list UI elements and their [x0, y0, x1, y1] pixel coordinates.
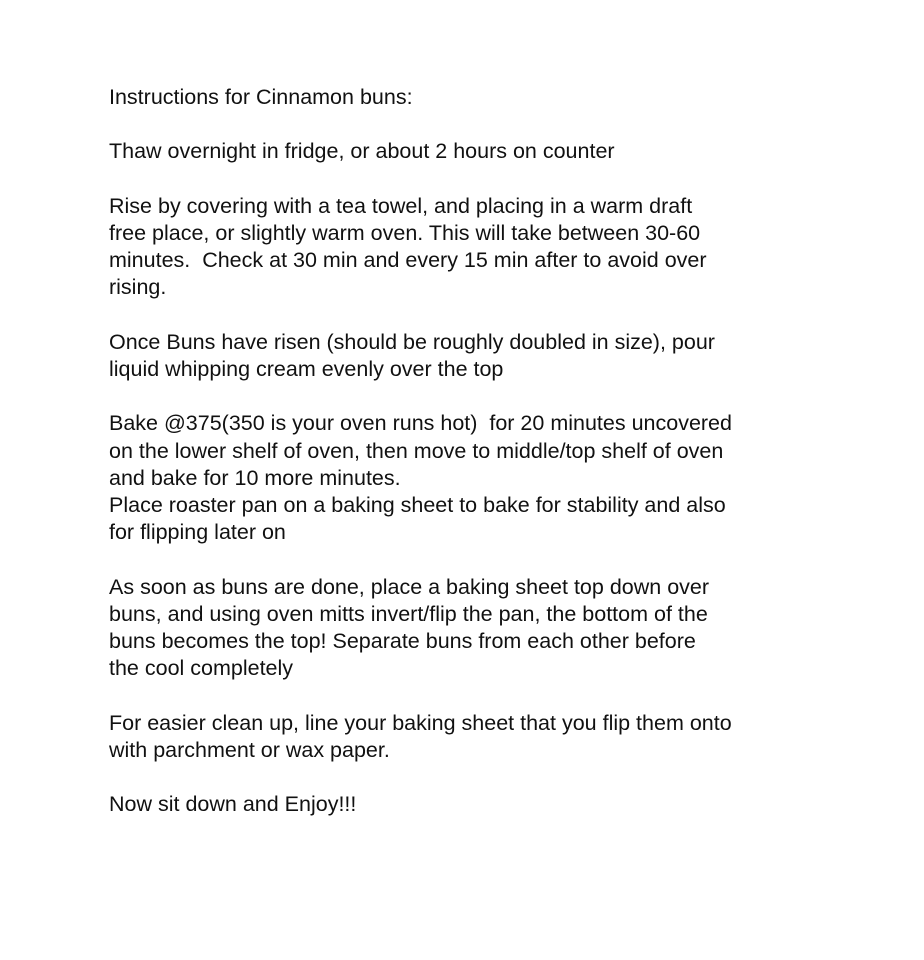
recipe-instructions	[109, 84, 909, 818]
text-line: free place, or slightly warm oven. This will take between 30-60	[109, 220, 701, 245]
text-line: As soon as buns are done, place a baking sheet top down over	[109, 574, 710, 599]
text-line: Bake @375(350 is your oven runs hot) for 20 minutes uncovered	[109, 411, 732, 436]
paragraph-thaw	[109, 138, 909, 165]
document-title	[109, 84, 909, 111]
text-line: the cool completely	[109, 656, 294, 681]
paragraph-cream	[109, 329, 909, 383]
text-line: buns, and using oven mitts invert/flip the pan, the bottom of the	[109, 601, 708, 626]
text-line: For easier clean up, line your baking sheet that you flip them onto	[109, 710, 732, 735]
text-line: Rise by covering with a tea towel, and placing in a warm draft	[109, 193, 693, 218]
paragraph-bake	[109, 410, 909, 546]
paragraph-cleanup	[109, 710, 909, 764]
text-line: Once Buns have risen (should be roughly doubled in size), pour	[109, 329, 715, 354]
text-line: Now sit down and Enjoy!!!	[109, 792, 357, 817]
text-line: on the lower shelf of oven, then move to middle/top shelf of oven	[109, 438, 724, 463]
text-line: rising.	[109, 275, 167, 300]
paragraph-rise	[109, 193, 909, 302]
text-line: and bake for 10 more minutes.	[109, 465, 401, 490]
text-line: minutes. Check at 30 min and every 15 min after to avoid over	[109, 248, 707, 273]
text-line: with parchment or wax paper.	[109, 737, 390, 762]
text-line: Place roaster pan on a baking sheet to bake for stability and also	[109, 492, 726, 517]
paragraph-enjoy	[109, 791, 909, 818]
text-line: Thaw overnight in fridge, or about 2 hours on counter	[109, 139, 615, 164]
text-line: Instructions for Cinnamon buns:	[109, 85, 413, 109]
text-line: buns becomes the top! Separate buns from each other before	[109, 628, 696, 653]
paragraph-flip	[109, 574, 909, 683]
text-line: for flipping later on	[109, 520, 286, 545]
text-line: liquid whipping cream evenly over the top	[109, 356, 504, 381]
